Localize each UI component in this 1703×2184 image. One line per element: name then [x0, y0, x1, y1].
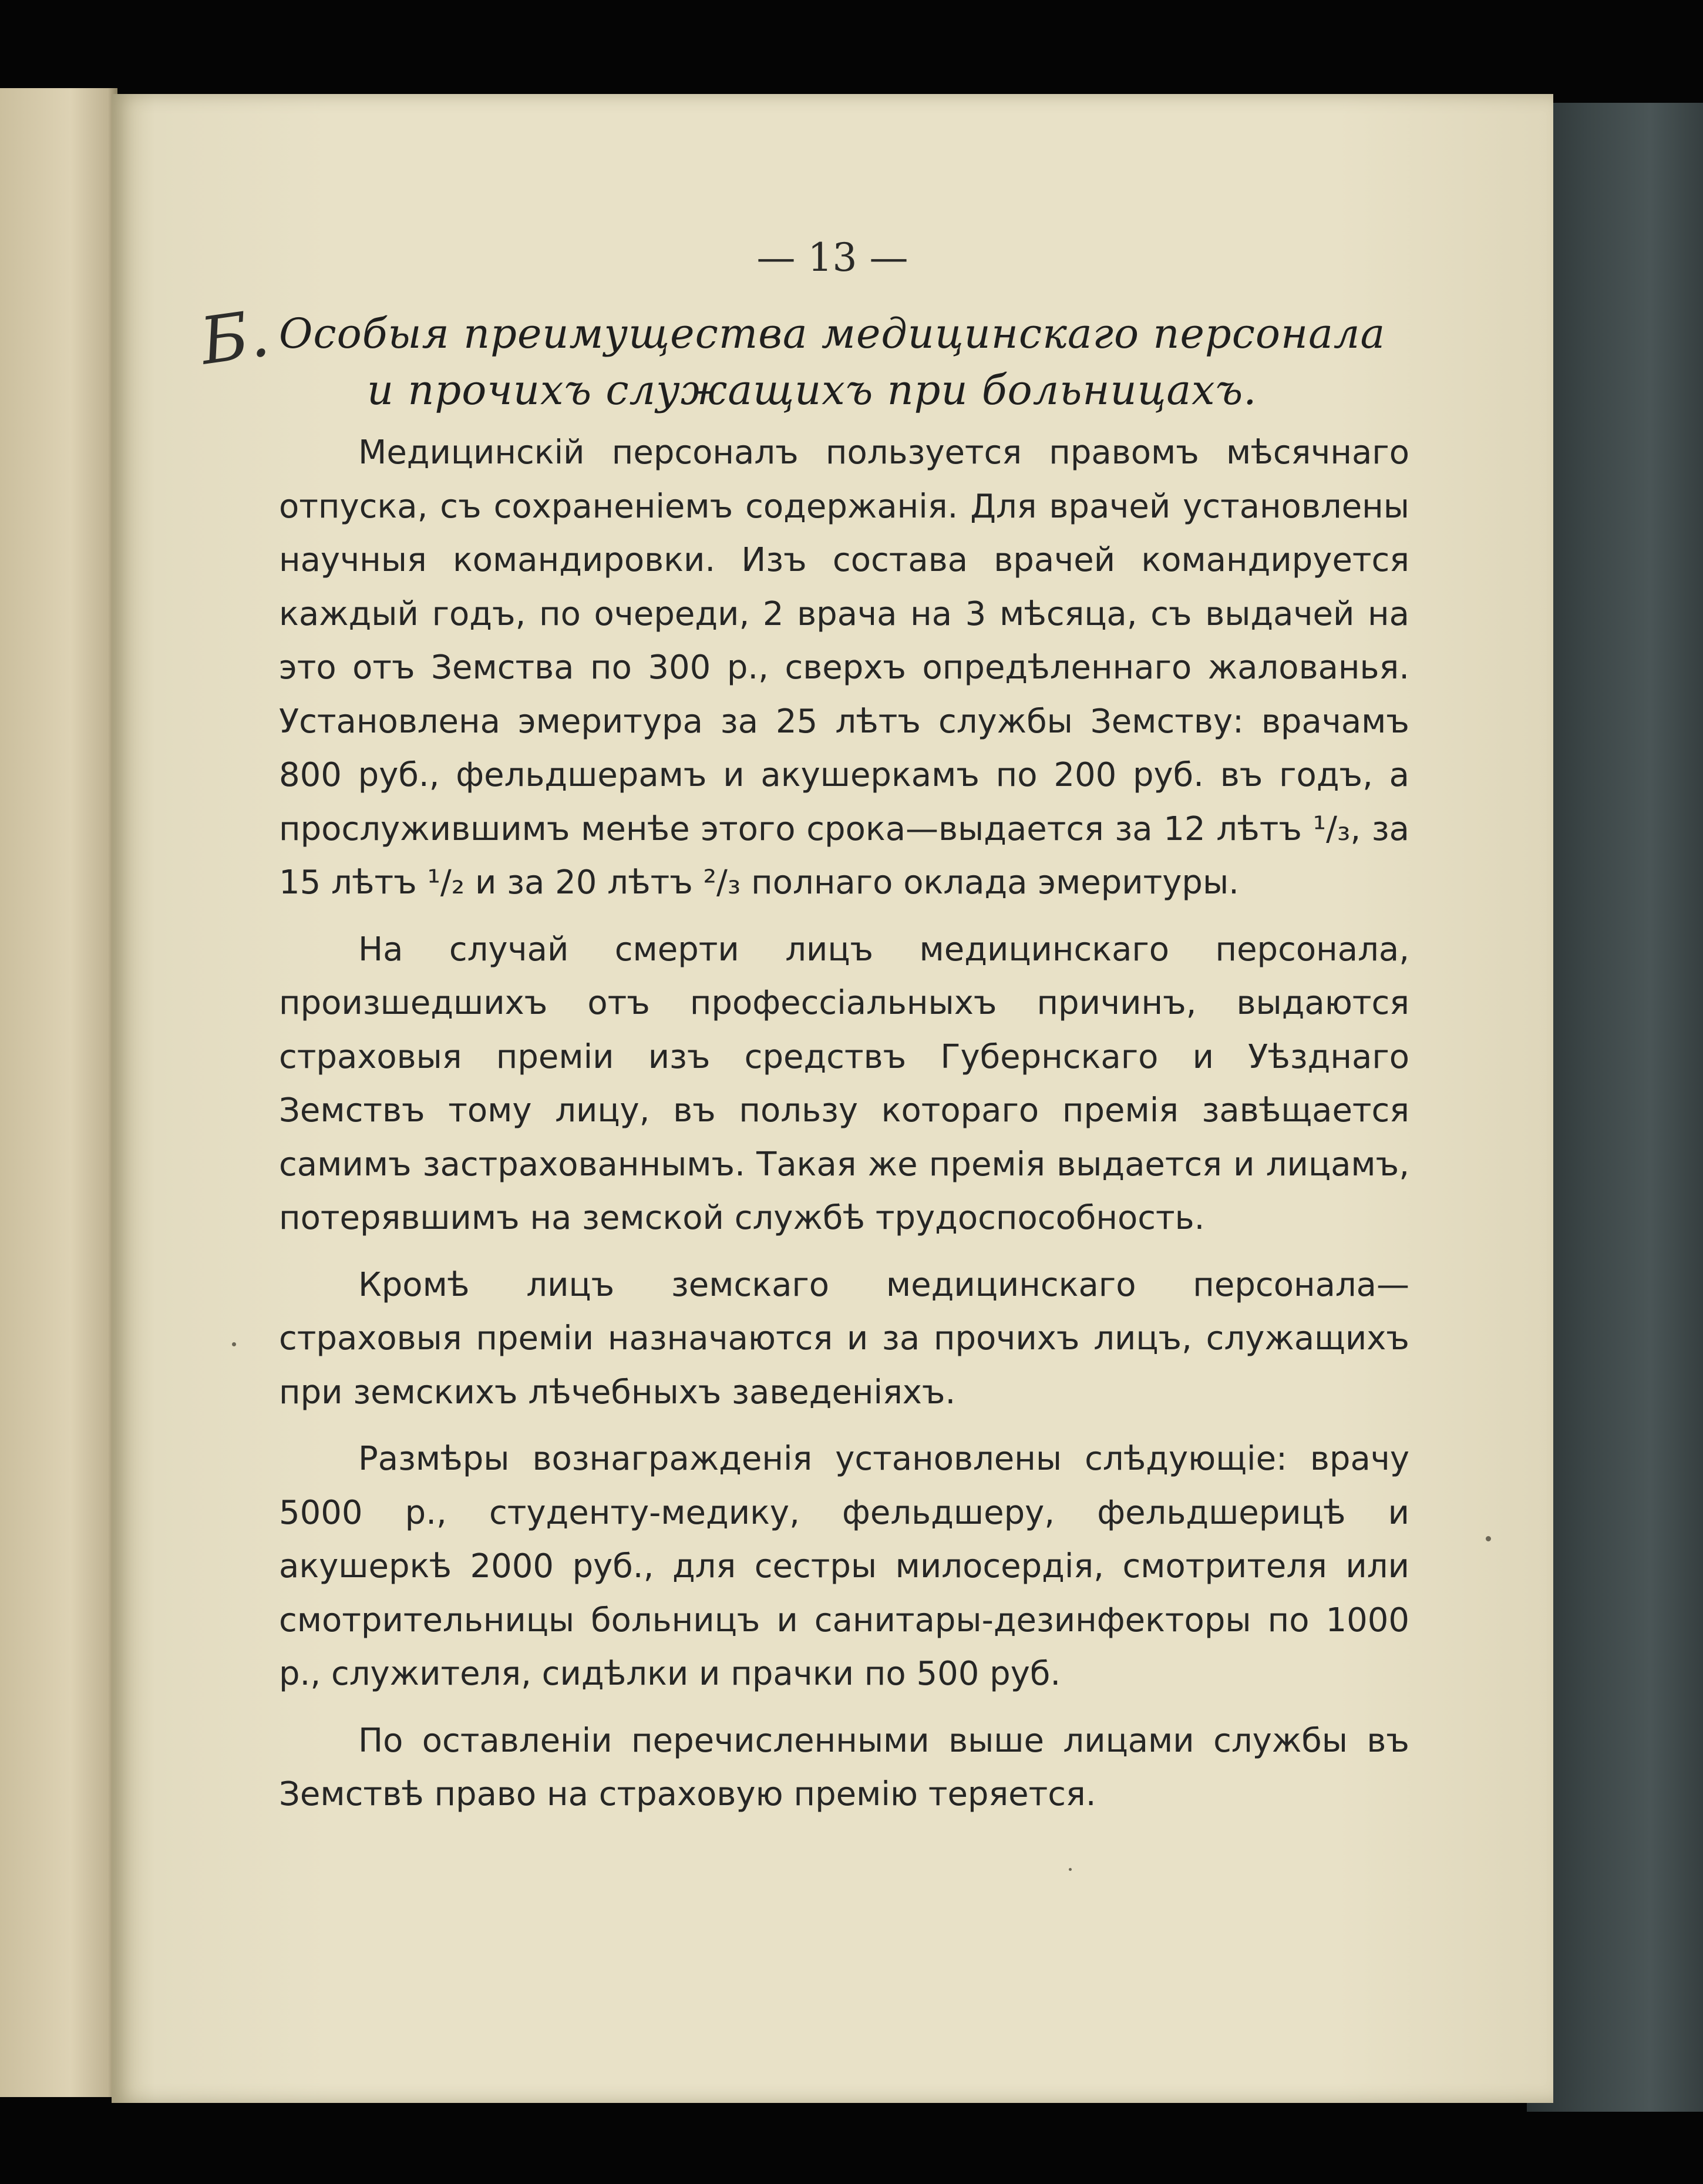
left-page-edge [0, 88, 117, 2097]
book-page [112, 94, 1553, 2103]
paragraph: Медицинскій персоналъ пользуется правомъ мѣсячнаго отпуска, съ сохраненіемъ содержанія. Для врачей установлены научныя командировки. Изъ состава врачей командируется каждый годъ, по очереди, 2 врача на 3 мѣсяца, съ выдачей на это отъ Земства по 300 р., сверхъ опредѣленнаго жалованья. Установлена эмеритура за 25 лѣтъ службы Земству: врачамъ 800 руб., фельдшерамъ и акушеркамъ по 200 руб. въ годъ, а прослужившимъ менѣе этого срока—выдается за 12 лѣтъ ¹/₃, за 15 лѣтъ ¹/₂ и за 20 лѣтъ ²/₃ полнаго оклада эмеритуры. [279, 434, 1409, 902]
page-number: — 13 — [756, 235, 908, 280]
handwritten-mark: Б. [196, 295, 274, 379]
paper-speck [232, 1342, 236, 1346]
heading-line-2: и прочихъ служащихъ при больницахъ. [367, 366, 1257, 414]
book-cover-edge [1527, 103, 1703, 2112]
paper-speck [1069, 1868, 1072, 1871]
paragraph: По оставленіи перечисленными выше лицами службы въ Земствѣ право на страховую премію теряется. [279, 1721, 1409, 1813]
paper-speck [1486, 1536, 1491, 1541]
paragraph: Кромѣ лицъ земскаго медицинскаго персонала— страховыя преміи назначаются и за прочихъ лицъ, служащихъ при земскихъ лѣчебныхъ заведеніяхъ. [279, 1265, 1409, 1412]
section-heading [279, 305, 1406, 418]
body-text [279, 426, 1409, 1822]
paragraph: На случай смерти лицъ медицинскаго персонала, произшедшихъ отъ профессіальныхъ причинъ, выдаются страховыя преміи изъ средствъ Губернскаго и Уѣзднаго Земствъ тому лицу, въ пользу котораго премія завѣщается самимъ застрахованнымъ. Такая же премія выдается и лицамъ, потерявшимъ на земской службѣ трудоспособность. [279, 930, 1409, 1237]
paragraph: Размѣры вознагражденія установлены слѣдующіе: врачу 5000 р., студенту-медику, фельдшеру, фельдшерицѣ и акушеркѣ 2000 руб., для сестры милосердія, смотрителя или смотрительницы больницъ и санитары-дезинфекторы по 1000 р., служителя, сидѣлки и прачки по 500 руб. [279, 1440, 1409, 1693]
heading-line-1: Особыя преимущества медицинскаго персонала [279, 310, 1386, 358]
